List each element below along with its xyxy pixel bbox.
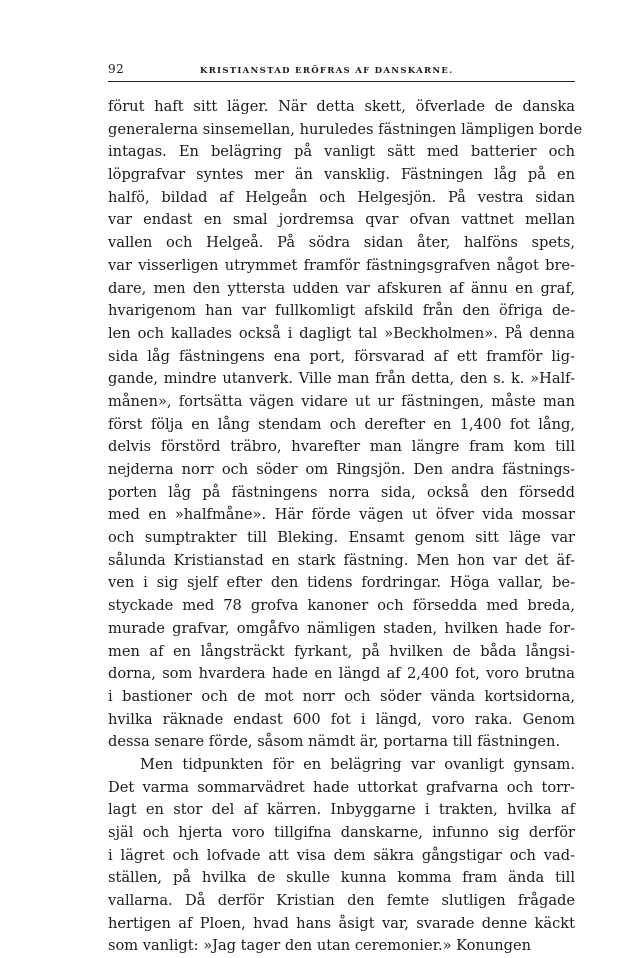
- text-line: dessa senare förde, såsom nämdt är, portarna till fästningen.: [108, 733, 561, 751]
- text-line: i lägret och lofvade att visa dem säkra gångstigar och vad-: [108, 846, 575, 864]
- page-number: 92: [108, 62, 125, 76]
- paragraph: [108, 754, 575, 958]
- text-line: Det varma sommarvädret hade uttorkat grafvarna och torr-: [108, 778, 575, 796]
- text-line: vallen och Helgeå. På södra sidan åter, halföns spets,: [108, 234, 575, 252]
- text-line: vallarna. Då derför Kristian den femte slutligen frågade: [108, 892, 575, 910]
- text-line: först följa en lång stendam och derefter en 1,400 fot lång,: [108, 415, 575, 433]
- text-line: med en »halfmåne». Här förde vägen ut öfver vida mossar: [108, 506, 575, 524]
- text-line: i bastioner och de mot norr och söder vända kortsidorna,: [108, 687, 575, 705]
- text-line: hertigen af Ploen, hvad hans åsigt var, svarade denne käckt: [108, 914, 575, 932]
- text-line: och sumptrakter till Bleking. Ensamt genom sitt läge var: [108, 529, 575, 547]
- text-line: hvilka räknade endast 600 fot i längd, voro raka. Genom: [108, 710, 575, 728]
- text-line: len och kallades också i dagligt tal »Beckholmen». På denna: [108, 324, 575, 342]
- text-line: men af en långsträckt fyrkant, på hvilken de båda långsi-: [108, 642, 575, 660]
- text-line: dorna, som hvardera hade en längd af 2,400 fot, voro brutna: [108, 665, 575, 683]
- text-line: halfö, bildad af Helgeån och Helgesjön. På vestra sidan: [108, 188, 575, 206]
- paragraph: [108, 96, 583, 754]
- text-line: intagas. En belägring på vanligt sätt med batterier och: [108, 143, 575, 161]
- text-line: murade grafvar, omgåfvo nämligen staden, hvilken hade for-: [108, 619, 575, 637]
- text-line: styckade med 78 grofva kanoner och försedda med breda,: [108, 597, 575, 615]
- text-line: generalerna sinsemellan, huruledes fästningen lämpligen borde: [108, 120, 583, 138]
- text-line: nejderna norr och söder om Ringsjön. Den andra fästnings-: [108, 461, 575, 478]
- text-line: månen», fortsätta vägen vidare ut ur fästningen, måste man: [108, 392, 575, 410]
- text-line: gande, mindre utanverk. Ville man från detta, den s. k. »Half-: [108, 370, 575, 388]
- text-line: porten låg på fästningens norra sida, också den försedd: [108, 483, 575, 501]
- text-line: hvarigenom han var fullkomligt afskild från den öfriga de-: [108, 302, 575, 320]
- text-line: som vanligt: »Jag tager den utan ceremonier.» Konungen: [108, 937, 532, 955]
- text-line: Men tidpunkten för en belägring var ovanligt gynsam.: [140, 755, 575, 773]
- text-line: dare, men den yttersta udden var afskuren af ännu en graf,: [108, 279, 575, 297]
- page-header: [108, 62, 575, 82]
- text-line: ven i sig sjelf efter den tidens fordringar. Höga vallar, be-: [108, 574, 575, 592]
- text-line: lagt en stor del af kärren. Inbyggarne i trakten, hvilka af: [108, 801, 575, 819]
- text-line: delvis förstörd träbro, hvarefter man längre fram kom till: [108, 438, 575, 456]
- body-text: [108, 96, 583, 958]
- text-line: ställen, på hvilka de skulle kunna komma fram ända till: [108, 869, 575, 887]
- text-line: förut haft sitt läger. När detta skett, öfverlade de danska: [108, 98, 575, 115]
- text-line: sålunda Kristianstad en stark fästning. Men hon var det äf-: [108, 551, 575, 569]
- running-title: KRISTIANSTAD ERÖFRAS AF DANSKARNE.: [200, 66, 454, 76]
- book-page: [108, 62, 583, 958]
- text-line: var visserligen utrymmet framför fästningsgrafven något bre-: [108, 256, 575, 274]
- text-line: var endast en smal jordremsa qvar ofvan vattnet mellan: [108, 211, 575, 229]
- text-line: löpgrafvar syntes mer än vansklig. Fästningen låg på en: [108, 166, 575, 184]
- text-line: själ och hjerta voro tillgifna danskarne, infunno sig derför: [108, 824, 575, 841]
- text-line: sida låg fästningens ena port, försvarad af ett framför lig-: [108, 347, 575, 365]
